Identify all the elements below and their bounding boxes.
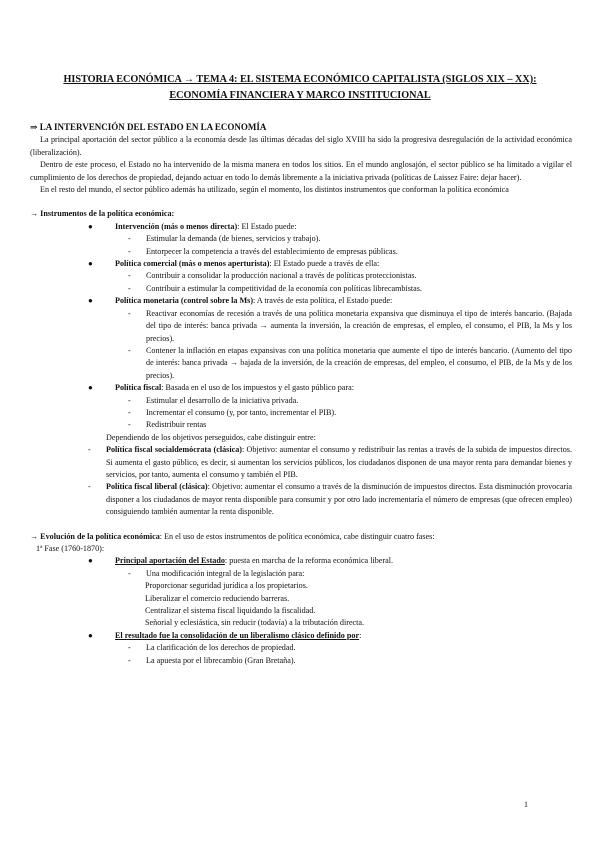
bullet-icon: ● (88, 259, 93, 269)
evolution-heading: → Evolución de la política económica: En el uso de estos instrumentos de política económica, cabe distinguir cuatro fases: (30, 531, 435, 541)
document-title (36, 72, 564, 104)
document-body (30, 121, 572, 667)
bullet-icon: ● (88, 556, 93, 566)
list-item: - Estimular la demanda (de bienes, servicios y trabajo). (128, 234, 321, 244)
list-item: - Incrementar el consumo (y, por tanto, incrementar el PIB). (128, 407, 337, 417)
title-line-1: HISTORIA ECONÓMICA → TEMA 4: EL SISTEMA ECONÓMICO CAPITALISTA (SIGLOS XIX – XX): (63, 74, 537, 85)
list-item-monetary-policy: ● Política monetaria (control sobre la Ms): A través de esta política, el Estado puede: - Reactivar economías de recesión a través de una política monetaria expansiva que disminuya el tipo de interés bancario. (Bajada del tipo de interés: banca privada → aumenta la inversión, la creación de empresas, el empleo, el consumo, el PIB, la Ms y los precios). - Contener la inflación en etapas expansivas con una política monetaria que aumente el tipo de interés bancario. (Aumento del tipo de interés: banca privada → bajada de la inversión, de la creación de empresas, del empleo, el consumo, el PIB, de la Ms y de los precios). (30, 295, 572, 382)
bullet-icon: ● (88, 296, 93, 306)
phase-label: 1ª Fase (1760-1870): (36, 544, 105, 553)
list-item: - Contener la inflación en etapas expansivas con una política monetaria que aumente el tipo de interés bancario. (Aumento del tipo de interés: banca privada → bajada de la inversión, de la creación de empresas, del empleo, el consumo, el PIB, de la Ms y de los precios). (128, 345, 572, 380)
fiscal-type-liberal: - Política fiscal liberal (clásica): Objetivo: aumentar el consumo a través de la disminución de impuestos directos. Esta disminución provocaría disponer a los ciudadanos de mayor renta disponible para consumir y por otro lado incrementaría el número de empresas (que ofrecen empleo) consiguiendo también aumentar la renta disponible. (88, 482, 573, 517)
fiscal-note: Dependiendo de los objetivos perseguidos, cabe distinguir entre: (106, 432, 316, 442)
plain-line: Liberalizar el comercio reduciendo barreras. (145, 593, 290, 603)
plain-line: Señorial y eclesiástica, sin reducir (todavía) a la tributación directa. (145, 618, 365, 628)
list-item-trade-policy: ● Política comercial (más o menos aperturista): El Estado puede a través de ella: - Contribuir a consolidar la producción nacional a través de políticas proteccionistas. - Contribuir a estimular la competitividad de la economía con políticas librecambistas. (30, 258, 572, 295)
paragraph-2: Dentro de este proceso, el Estado no ha intervenido de la misma manera en todos los sitios. En el mundo anglosajón, el sector público se ha limitado a vigilar el cumplimiento de los derechos de propiedad, dejando actuar en todo lo demás libremente a la iniciativa privada (políticas de Laissez Faire: dejar hacer). (30, 160, 572, 182)
instruments-list (30, 221, 572, 432)
title-line-2: ECONOMÍA FINANCIERA Y MARCO INSTITUCIONAL (169, 90, 431, 101)
plain-line: Proporcionar seguridad jurídica a los propietarios. (145, 581, 308, 591)
list-item: - Contribuir a estimular la competitividad de la economía con políticas librecambistas. (128, 283, 422, 293)
list-item: - Contribuir a consolidar la producción nacional a través de políticas proteccionistas. (128, 271, 417, 281)
bullet-icon: ● (88, 630, 93, 640)
evolution-list-2 (30, 630, 572, 667)
list-item-fiscal-policy: ● Política fiscal: Basada en el uso de los impuestos y el gasto público para: - Estimular el desarrollo de la iniciativa privada. - Incrementar el consumo (y, por tanto, incrementar el PIB). - Redistribuir rentas (30, 382, 572, 432)
list-item: - Una modificación integral de la legislación para: (128, 568, 305, 578)
instruments-heading: → Instrumentos de la política económica: (30, 209, 175, 219)
list-item: - Entorpecer la competencia a través del establecimiento de empresas públicas. (128, 246, 398, 256)
bullet-icon: ● (88, 221, 93, 231)
list-item: - Redistribuir rentas (128, 420, 207, 430)
bullet-icon: ● (88, 383, 93, 393)
list-item: - La apuesta por el librecambio (Gran Bretaña). (128, 655, 296, 665)
list-item: - Estimular el desarrollo de la iniciativa privada. (128, 395, 299, 405)
section-heading-intervention: ⇒ LA INTERVENCIÓN DEL ESTADO EN LA ECONOMÍA (30, 122, 267, 132)
page-number: 1 (524, 800, 528, 809)
paragraph-1: La principal aportación del sector público a la economía desde las últimas décadas del siglo XVIII ha sido la progresiva desregulación de la actividad económica (liberalización). (30, 135, 572, 157)
plain-line: Centralizar el sistema fiscal liquidando la fiscalidad. (145, 606, 316, 616)
list-item: - La clarificación de los derechos de propiedad. (128, 643, 296, 653)
list-item-intervention: ● Intervención (más o menos directa): El Estado puede: - Estimular la demanda (de bienes, servicios y trabajo). - Entorpecer la competencia a través del establecimiento de empresas públicas. (30, 221, 572, 258)
list-item-classical-liberalism: ● El resultado fue la consolidación de un liberalismo clásico definido por: - La clarificación de los derechos de propiedad. - La apuesta por el librecambio (Gran Bretaña). (30, 630, 572, 667)
evolution-list (30, 555, 572, 580)
list-item-state-contribution: ● Principal aportación del Estado: puesta en marcha de la reforma económica liberal. - Una modificación integral de la legislación para: (30, 555, 572, 580)
paragraph-3: En el resto del mundo, el sector público además ha utilizado, según el momento, los distintos instrumentos que conforman la política económica (40, 185, 509, 195)
fiscal-type-socialdemocrat: - Política fiscal socialdemócrata (clásica): Objetivo: aumentar el consumo y redistribuir las rentas a través de la subida de impuestos directos. Si aumenta el gasto público, es decir, si aumentan los servicios públicos, los ciudadanos disponen de una mayor renta para demandar bienes y servicios, por tanto, aumenta el consumo y también el PIB. (88, 445, 572, 479)
list-item: - Reactivar economías de recesión a través de una política monetaria expansiva que disminuya el tipo de interés bancario. (Bajada del tipo de interés: banca privada → aumenta la inversión, la creación de empresas, el empleo, el consumo, el PIB, la Ms y los precios). (128, 308, 572, 343)
